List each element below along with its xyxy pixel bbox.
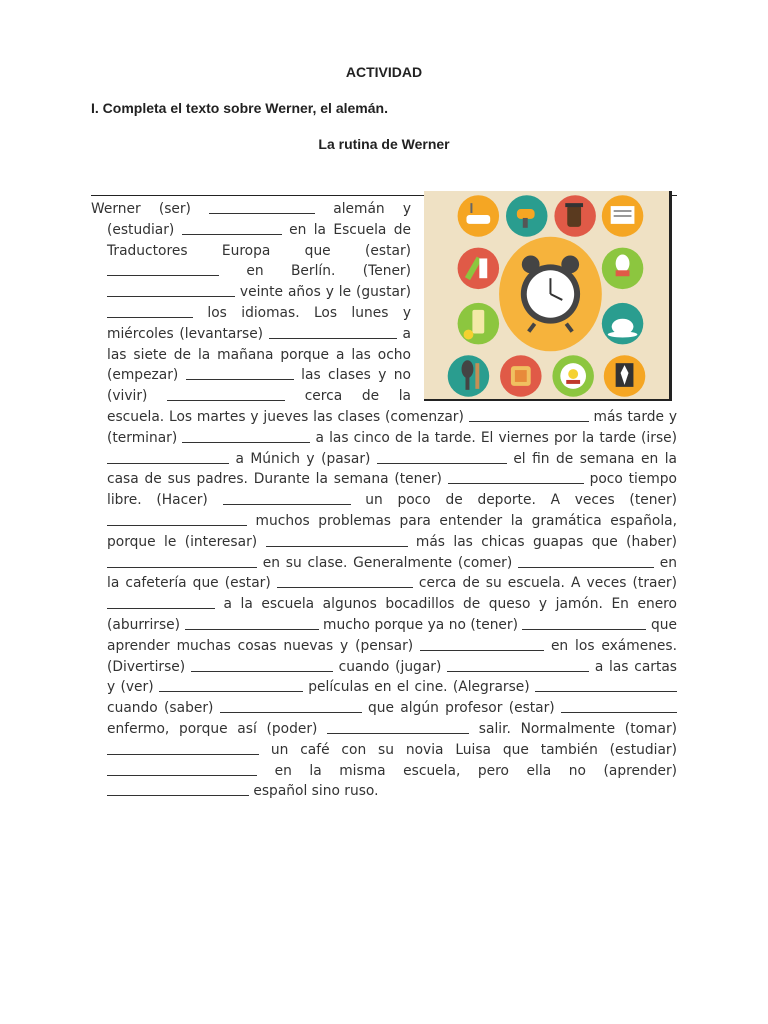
text-segment: los idiomas. Los lunes y miércoles (levantarse) <box>107 304 411 342</box>
text-segment: un poco de deporte. A veces (tener) <box>350 492 677 509</box>
text-segment: en los exámenes. (Divertirse) <box>107 637 677 675</box>
text-segment: que aprender muchas cosas nuevas y (pensar) <box>107 616 677 654</box>
text-segment: español sino ruso. <box>249 783 379 800</box>
text-segment: el fin de semana en la casa de sus padres. Durante la semana (tener) <box>107 450 677 488</box>
text-segment: más las chicas guapas que (haber) <box>407 533 677 550</box>
answer-blank-21[interactable] <box>185 615 319 630</box>
answer-blank-33[interactable] <box>107 781 249 796</box>
text-segment: las clases y no (vivir) <box>107 367 411 405</box>
answer-blank-23[interactable] <box>420 636 544 651</box>
answer-blank-12[interactable] <box>377 449 507 464</box>
text-segment: cerca de su escuela. A veces (traer) <box>412 575 677 592</box>
answer-blank-6[interactable] <box>269 324 397 339</box>
answer-blank-20[interactable] <box>107 594 215 609</box>
image-float-spacer <box>415 199 677 403</box>
text-segment: en Berlín. (Tener) <box>219 263 411 280</box>
answer-blank-27[interactable] <box>535 677 677 692</box>
answer-blank-10[interactable] <box>182 428 310 443</box>
text-segment: en su clase. Generalmente (comer) <box>257 554 518 571</box>
text-segment: a las siete de la mañana porque a las ocho (empezar) <box>107 325 412 384</box>
answer-blank-24[interactable] <box>191 657 333 672</box>
answer-blank-11[interactable] <box>107 449 229 464</box>
routine-paragraph <box>91 199 677 802</box>
exercise-text <box>91 199 677 802</box>
page-title: ACTIVIDAD <box>345 64 423 80</box>
answer-blank-5[interactable] <box>107 303 193 318</box>
answer-blank-16[interactable] <box>266 532 408 547</box>
text-segment: cerca de la escuela. Los martes y jueves las clases (comenzar) <box>107 388 469 425</box>
text-segment: más tarde y (terminar) <box>107 408 677 446</box>
answer-blank-28[interactable] <box>220 698 362 713</box>
text-segment: en la Escuela de Traductores Europa que (estar) <box>107 221 411 259</box>
answer-blank-1[interactable] <box>209 199 315 214</box>
answer-blank-19[interactable] <box>277 573 413 588</box>
answer-blank-2[interactable] <box>182 220 282 235</box>
answer-blank-32[interactable] <box>107 761 257 776</box>
text-segment: a las cinco de la tarde. El viernes por la tarde (irse) <box>310 429 678 446</box>
answer-blank-13[interactable] <box>448 469 584 484</box>
answer-blank-15[interactable] <box>107 511 247 526</box>
text-segment: poco tiempo libre. (Hacer) <box>107 471 677 509</box>
answer-blank-8[interactable] <box>167 386 285 401</box>
text-segment: salir. Normalmente (tomar) <box>469 720 677 737</box>
text-segment: Werner (ser) <box>91 201 210 217</box>
answer-blank-30[interactable] <box>327 719 469 734</box>
text-segment: a Múnich y (pasar) <box>229 450 377 467</box>
text-segment: a las cartas y (ver) <box>107 658 677 696</box>
text-segment: en la misma escuela, pero ella no (aprender) <box>257 762 677 779</box>
answer-blank-26[interactable] <box>159 677 303 692</box>
text-segment: películas en el cine. (Alegrarse) <box>302 679 535 696</box>
text-segment: alemán y (estudiar) <box>107 201 411 238</box>
answer-blank-29[interactable] <box>561 698 677 713</box>
text-segment: muchos problemas para entender la gramática española, porque le (interesar) <box>107 512 677 550</box>
text-segment: a la escuela algunos bocadillos de queso y jamón. En enero (aburrirse) <box>107 596 677 633</box>
answer-blank-22[interactable] <box>522 615 646 630</box>
text-segment: enfermo, porque así (poder) <box>107 720 328 737</box>
text-segment: mucho porque ya no (tener) <box>318 616 523 633</box>
exercise-instruction: I. Completa el texto sobre Werner, el alemán. <box>91 100 388 116</box>
answer-blank-7[interactable] <box>186 365 294 380</box>
answer-blank-18[interactable] <box>518 553 654 568</box>
answer-blank-4[interactable] <box>107 282 235 297</box>
text-segment: un café con su novia Luisa que también (estudiar) <box>259 741 677 758</box>
answer-blank-9[interactable] <box>469 407 589 422</box>
text-title: La rutina de Werner <box>318 136 450 152</box>
text-segment: cuando (jugar) <box>332 658 448 675</box>
answer-blank-17[interactable] <box>107 553 257 568</box>
text-segment: cuando (saber) <box>107 700 220 717</box>
text-segment: que algún profesor (estar) <box>361 700 561 717</box>
answer-blank-14[interactable] <box>223 490 351 505</box>
text-segment: veinte años y le (gustar) <box>235 284 411 301</box>
answer-blank-25[interactable] <box>447 657 589 672</box>
answer-blank-31[interactable] <box>107 740 259 755</box>
text-segment: en la cafetería que (estar) <box>107 554 677 592</box>
answer-blank-3[interactable] <box>107 261 219 276</box>
